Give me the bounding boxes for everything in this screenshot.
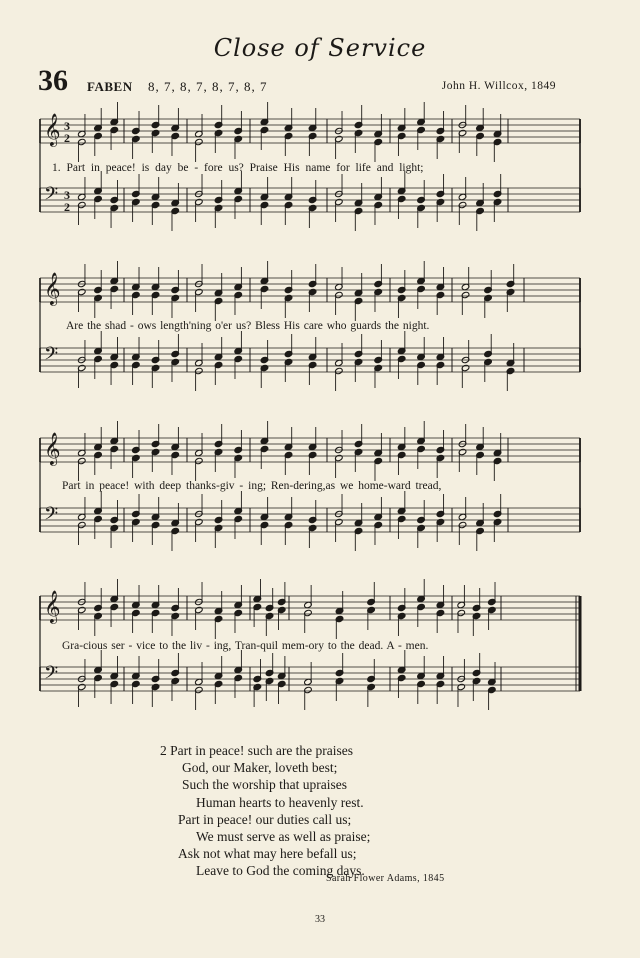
lyric-line-1: 1. Part in peace! is day be - fore us? Praise His name for life and light; <box>52 162 424 174</box>
lyric-line-2: Are the shad - ows length'ning o'er us? Bless His care who guards the night. <box>66 320 430 332</box>
verse-line: Such the worship that upraises <box>182 777 347 793</box>
treble-clef: 𝄞 <box>44 113 61 146</box>
treble-clef: 𝄞 <box>44 272 61 305</box>
hymn-number: 36 <box>38 64 68 97</box>
verse-line: Human hearts to heavenly rest. <box>196 794 364 810</box>
author-credit: Sarah Flower Adams, 1845 <box>326 873 445 884</box>
page-number: 33 <box>315 914 325 925</box>
bass-clef: 𝄢 <box>44 504 59 529</box>
time-signature-bottom: 2 <box>64 131 70 145</box>
verse-line: Part in peace! our duties call us; <box>178 811 352 827</box>
verse-2 <box>160 742 370 880</box>
time-signature-top: 3 <box>64 188 70 202</box>
page-title: Close of Service <box>213 34 427 62</box>
verse-line: We must serve as well as praise; <box>196 829 371 845</box>
verse-line: Leave to God the coming days. <box>196 863 365 879</box>
verse-line: Ask not what may here befall us; <box>178 846 357 862</box>
bass-clef: 𝄢 <box>44 344 59 369</box>
tune-name: FABEN <box>87 79 133 94</box>
verse-line: 2 Part in peace! such are the praises <box>160 743 354 758</box>
bass-clef: 𝄢 <box>44 184 59 209</box>
composer-credit: John H. Willcox, 1849 <box>441 80 556 92</box>
lyric-line-3: Part in peace! with deep thanks-giv - ing; Ren-dering,as we home-ward tread, <box>62 480 442 492</box>
time-signature-top: 3 <box>64 119 70 133</box>
hymn-meter: 8, 7, 8, 7, 8, 7, 8, 7 <box>148 79 268 94</box>
time-signature-bottom: 2 <box>64 200 70 214</box>
verse-line: God, our Maker, loveth best; <box>182 760 338 776</box>
treble-clef: 𝄞 <box>44 590 61 623</box>
treble-clef: 𝄞 <box>44 432 61 465</box>
lyric-line-4: Gra-cious ser - vice to the liv - ing, Tran-quil mem-ory to the dead. A - men. <box>62 640 429 652</box>
bass-clef: 𝄢 <box>44 663 59 688</box>
